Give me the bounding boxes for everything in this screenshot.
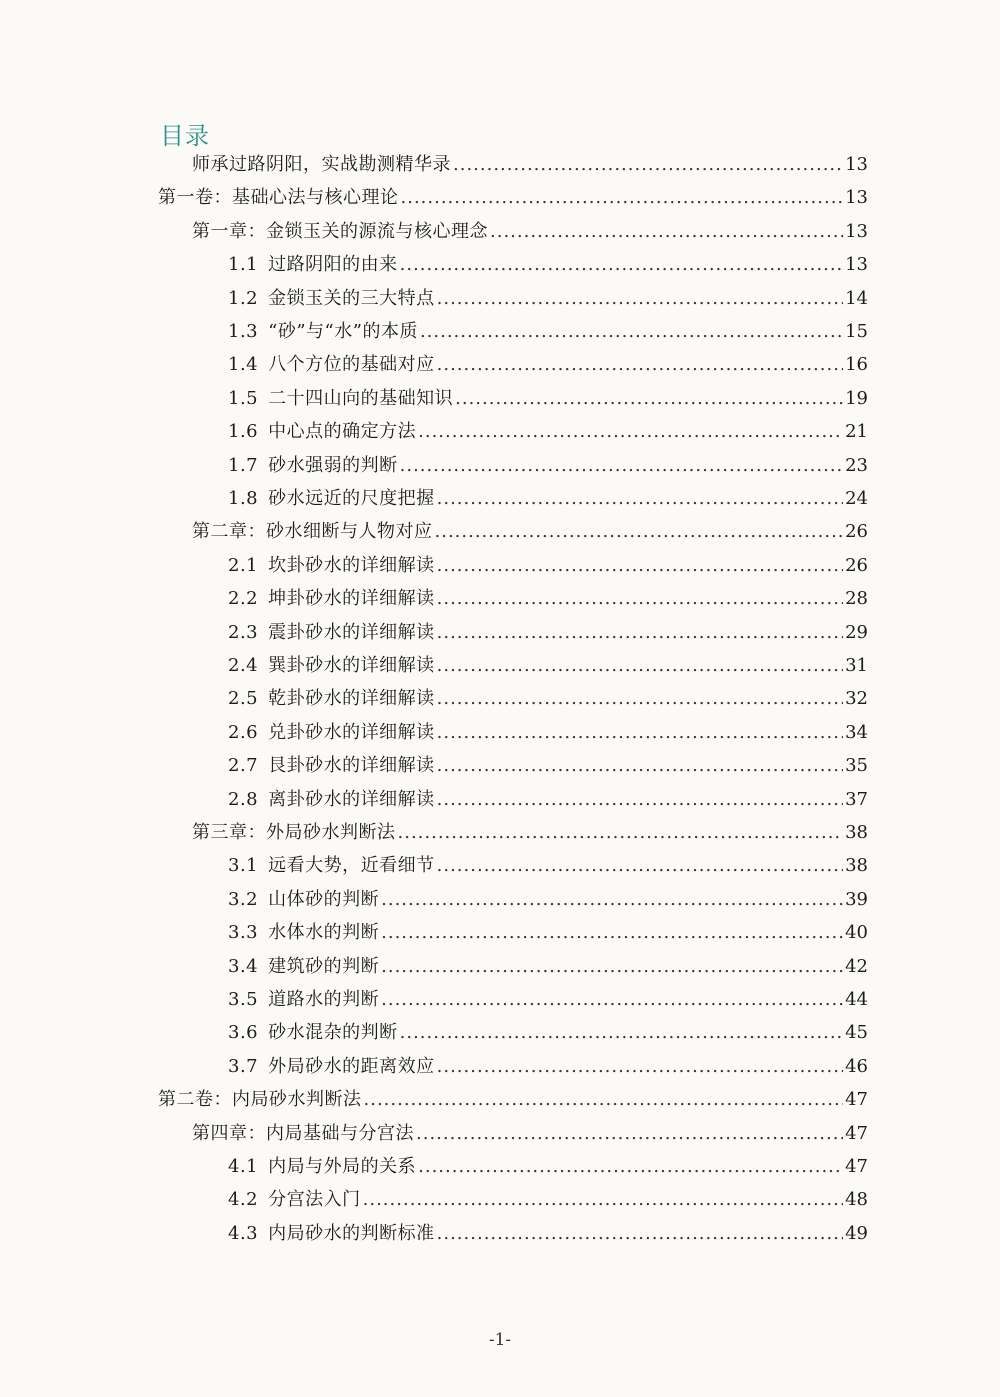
toc-entry-page: 23	[845, 454, 868, 476]
toc-dot-leader	[437, 752, 843, 780]
toc-entry-title: 第四章：内局基础与分宫法	[192, 1122, 414, 1144]
toc-dot-leader	[418, 1153, 843, 1181]
toc-entry-number: 1.8	[228, 488, 259, 509]
toc-dot-leader	[398, 819, 844, 847]
toc-entry-page: 38	[845, 855, 868, 877]
toc-entry-page: 21	[845, 421, 868, 443]
toc-entry-page: 19	[845, 387, 868, 409]
toc-entry-text	[192, 1120, 414, 1148]
toc-entry-title: 砂水强弱的判断	[268, 454, 398, 476]
toc-dot-leader	[437, 719, 843, 747]
toc-entry-page: 44	[845, 989, 868, 1010]
toc-entry-title: 远看大势，近看细节	[268, 855, 435, 877]
toc-entry-number: 1.6	[228, 421, 259, 443]
toc-entry-number: 1.5	[228, 387, 259, 409]
toc-entry-page: 13	[845, 220, 868, 242]
toc-entry-text	[228, 318, 418, 346]
toc-entry-number: 2.4	[228, 655, 259, 676]
toc-entry-number: 1.7	[228, 454, 259, 476]
toc-dot-leader	[437, 652, 843, 680]
toc-entry-page: 26	[845, 521, 868, 543]
toc-entry[interactable]	[192, 518, 868, 546]
toc-entry-number: 3.7	[228, 1055, 259, 1077]
toc-entry[interactable]	[228, 886, 868, 914]
toc-entry-text	[192, 819, 396, 847]
toc-entry-page: 29	[845, 621, 868, 643]
toc-entry-text	[228, 1019, 398, 1047]
toc-entry-text	[228, 251, 398, 279]
toc-entry[interactable]	[228, 485, 868, 513]
toc-entry-number: 3.2	[228, 888, 259, 910]
toc-entry-number: 2.8	[228, 788, 259, 810]
toc-entry-number: 3.3	[228, 922, 259, 944]
toc-entry-text	[228, 285, 435, 313]
toc-entry-text	[228, 719, 435, 747]
toc-entry-page: 28	[845, 588, 868, 610]
toc-entry[interactable]	[228, 1220, 868, 1248]
toc-entry-number: 3.4	[228, 955, 259, 977]
toc-entry[interactable]	[228, 685, 868, 713]
toc-entry[interactable]	[228, 1019, 868, 1047]
toc-entry[interactable]	[192, 151, 868, 179]
toc-entry[interactable]	[228, 1153, 868, 1181]
toc-entry-title: 师承过路阴阳，实战勘测精华录	[192, 154, 451, 175]
toc-entry-title: 水体水的判断	[268, 922, 380, 944]
toc-entry-page: 16	[845, 354, 868, 376]
toc-dot-leader	[435, 518, 844, 546]
toc-entry-page: 40	[845, 922, 868, 944]
toc-entry[interactable]	[228, 418, 868, 446]
toc-dot-leader	[437, 585, 843, 613]
toc-entry-title: 第一卷：基础心法与核心理论	[158, 187, 399, 209]
toc-dot-leader	[420, 318, 843, 346]
toc-entry[interactable]	[158, 1086, 868, 1114]
toc-entry-title: 八个方位的基础对应	[268, 354, 435, 376]
toc-entry-number: 4.3	[228, 1222, 259, 1244]
toc-entry-title: 震卦砂水的详细解读	[268, 621, 435, 643]
toc-entry-text	[158, 1086, 362, 1114]
toc-entry[interactable]	[228, 852, 868, 880]
toc-dot-leader	[437, 619, 843, 647]
toc-dot-leader	[381, 919, 843, 947]
toc-entry-text	[228, 385, 453, 413]
toc-entry-title: 内局与外局的关系	[268, 1156, 417, 1177]
toc-entry-number: 3.5	[228, 989, 259, 1010]
toc-entry-title: 乾卦砂水的详细解读	[268, 688, 435, 710]
toc-entry[interactable]	[228, 986, 868, 1014]
toc-entry-title: 巽卦砂水的详细解读	[268, 655, 435, 676]
toc-entry-page: 38	[845, 822, 868, 843]
toc-dot-leader	[453, 151, 843, 179]
toc-entry-number: 1.4	[228, 354, 259, 376]
toc-entry-text	[228, 1220, 435, 1248]
toc-entry-title: 第二章：砂水细断与人物对应	[192, 521, 433, 543]
toc-entry-title: 外局砂水的距离效应	[268, 1055, 435, 1077]
toc-entry-title: 山体砂的判断	[268, 888, 380, 910]
toc-entry-text	[228, 852, 435, 880]
toc-entry-title: 道路水的判断	[268, 989, 380, 1010]
toc-entry-page: 47	[845, 1122, 868, 1144]
toc-entry[interactable]	[192, 819, 868, 847]
toc-entry-text	[228, 1186, 361, 1214]
toc-entry-page: 13	[845, 254, 868, 276]
toc-entry-number: 1.1	[228, 254, 259, 276]
toc-dot-leader	[437, 285, 843, 313]
toc-entry[interactable]	[192, 218, 868, 246]
toc-dot-leader	[437, 1220, 843, 1248]
toc-dot-leader	[364, 1086, 844, 1114]
toc-entry[interactable]	[228, 552, 868, 580]
toc-entry-page: 26	[845, 554, 868, 576]
toc-entry-title: 内局砂水的判断标准	[268, 1222, 435, 1244]
toc-entry-page: 42	[845, 955, 868, 977]
toc-entry[interactable]	[228, 719, 868, 747]
toc-entry[interactable]	[228, 452, 868, 480]
toc-entry-text	[228, 1153, 416, 1181]
toc-entry-text	[192, 518, 433, 546]
toc-entry[interactable]	[158, 184, 868, 212]
toc-entry-number: 4.1	[228, 1156, 259, 1177]
toc-entry[interactable]	[228, 318, 868, 346]
toc-entry-number: 2.5	[228, 688, 259, 710]
toc-entry-page: 47	[845, 1089, 868, 1111]
toc-dot-leader	[400, 251, 843, 279]
toc-entry-text	[228, 919, 379, 947]
toc-entry-page: 13	[845, 187, 868, 209]
toc-entry-page: 49	[845, 1222, 868, 1244]
toc-entry-title: 离卦砂水的详细解读	[268, 788, 435, 810]
toc-dot-leader	[455, 385, 843, 413]
toc-entry-page: 24	[845, 488, 868, 509]
toc-dot-leader	[381, 986, 843, 1014]
toc-entry-text	[228, 652, 435, 680]
toc-entry-title: 第三章：外局砂水判断法	[192, 822, 396, 843]
toc-dot-leader	[437, 552, 843, 580]
toc-entry-text	[192, 218, 488, 246]
toc-entry[interactable]	[228, 1186, 868, 1214]
toc-entry-page: 14	[845, 287, 868, 309]
toc-entry-page: 32	[845, 688, 868, 710]
toc-entry-text	[192, 151, 451, 179]
toc-entry-title: 二十四山向的基础知识	[268, 387, 454, 409]
toc-dot-leader	[418, 418, 843, 446]
toc-dot-leader	[490, 218, 843, 246]
toc-entry-title: 第一章：金锁玉关的源流与核心理念	[192, 220, 488, 242]
toc-entry[interactable]	[228, 752, 868, 780]
toc-entry-text	[228, 886, 379, 914]
toc-entry-number: 4.2	[228, 1189, 259, 1211]
toc-entry-text	[228, 452, 398, 480]
toc-entry-text	[228, 351, 435, 379]
toc-entry[interactable]	[228, 619, 868, 647]
toc-entry-number: 2.2	[228, 588, 259, 610]
toc-entry-page: 47	[845, 1156, 868, 1177]
toc-entry[interactable]	[228, 351, 868, 379]
toc-entry[interactable]	[228, 1053, 868, 1081]
toc-entry-title: 金锁玉关的三大特点	[268, 287, 435, 309]
toc-entry-text	[228, 585, 435, 613]
toc-entry-page: 34	[845, 721, 868, 743]
toc-entry-number: 2.7	[228, 755, 259, 777]
toc-dot-leader	[381, 886, 843, 914]
toc-dot-leader	[437, 685, 843, 713]
toc-dot-leader	[437, 485, 843, 513]
toc-dot-leader	[437, 786, 843, 814]
toc-entry-text	[228, 786, 435, 814]
toc-entry-page: 15	[845, 321, 868, 342]
toc-entry-page: 31	[845, 655, 868, 676]
toc-entry-title: 分宫法入门	[268, 1189, 361, 1211]
toc-entry-title: “砂”与“水”的本质	[268, 321, 418, 342]
toc-entry-title: 过路阴阳的由来	[268, 254, 398, 276]
toc-dot-leader	[437, 852, 843, 880]
toc-entry-text	[228, 986, 379, 1014]
toc-entry-number: 2.6	[228, 721, 259, 743]
toc-entry-title: 建筑砂的判断	[268, 955, 380, 977]
toc-entry-number: 3.6	[228, 1022, 259, 1044]
toc-entry-text	[228, 619, 435, 647]
toc-entry-text	[228, 1053, 435, 1081]
toc-entry[interactable]	[228, 786, 868, 814]
toc-entry[interactable]	[228, 652, 868, 680]
toc-entry-title: 第二卷：内局砂水判断法	[158, 1089, 362, 1111]
toc-entry-number: 1.2	[228, 287, 259, 309]
toc-entry-title: 中心点的确定方法	[268, 421, 417, 443]
page-number: -1-	[488, 1330, 512, 1350]
toc-entry-title: 坤卦砂水的详细解读	[268, 588, 435, 610]
toc-entry-title: 砂水混杂的判断	[268, 1022, 398, 1044]
toc-entry-page: 35	[845, 755, 868, 777]
toc-entry-page: 45	[845, 1022, 868, 1044]
toc-entry-page: 48	[845, 1189, 868, 1211]
toc-title: 目录	[160, 122, 210, 150]
toc-dot-leader	[401, 184, 844, 212]
toc-entry[interactable]	[228, 385, 868, 413]
toc-entry[interactable]	[228, 585, 868, 613]
toc-entry-number: 1.3	[228, 321, 259, 342]
toc-entry[interactable]	[228, 919, 868, 947]
toc-entry[interactable]	[192, 1120, 868, 1148]
toc-entry-text	[228, 953, 379, 981]
toc-entry-number: 3.1	[228, 855, 259, 877]
toc-entry-page: 46	[845, 1055, 868, 1077]
toc-entry-title: 艮卦砂水的详细解读	[268, 755, 435, 777]
toc-entry-text	[158, 184, 399, 212]
toc-dot-leader	[437, 1053, 843, 1081]
toc-entry[interactable]	[228, 953, 868, 981]
toc-entry-text	[228, 552, 435, 580]
toc-entry-text	[228, 485, 435, 513]
toc-entry-text	[228, 685, 435, 713]
toc-entry-page: 13	[845, 154, 868, 175]
toc-entry-text	[228, 752, 435, 780]
toc-dot-leader	[416, 1120, 843, 1148]
toc-entry-title: 坎卦砂水的详细解读	[268, 554, 435, 576]
toc-entry-page: 37	[845, 788, 868, 810]
toc-entry-title: 砂水远近的尺度把握	[268, 488, 435, 509]
toc-dot-leader	[400, 452, 843, 480]
toc-entry-title: 兑卦砂水的详细解读	[268, 721, 435, 743]
toc-dot-leader	[437, 351, 843, 379]
toc-dot-leader	[400, 1019, 843, 1047]
toc-entry-number: 2.3	[228, 621, 259, 643]
toc-entry-text	[228, 418, 416, 446]
toc-entry-number: 2.1	[228, 554, 259, 576]
toc-entry-page: 39	[845, 888, 868, 910]
toc-dot-leader	[363, 1186, 843, 1214]
toc-dot-leader	[381, 953, 843, 981]
toc-entry[interactable]	[228, 251, 868, 279]
toc-entry[interactable]	[228, 285, 868, 313]
